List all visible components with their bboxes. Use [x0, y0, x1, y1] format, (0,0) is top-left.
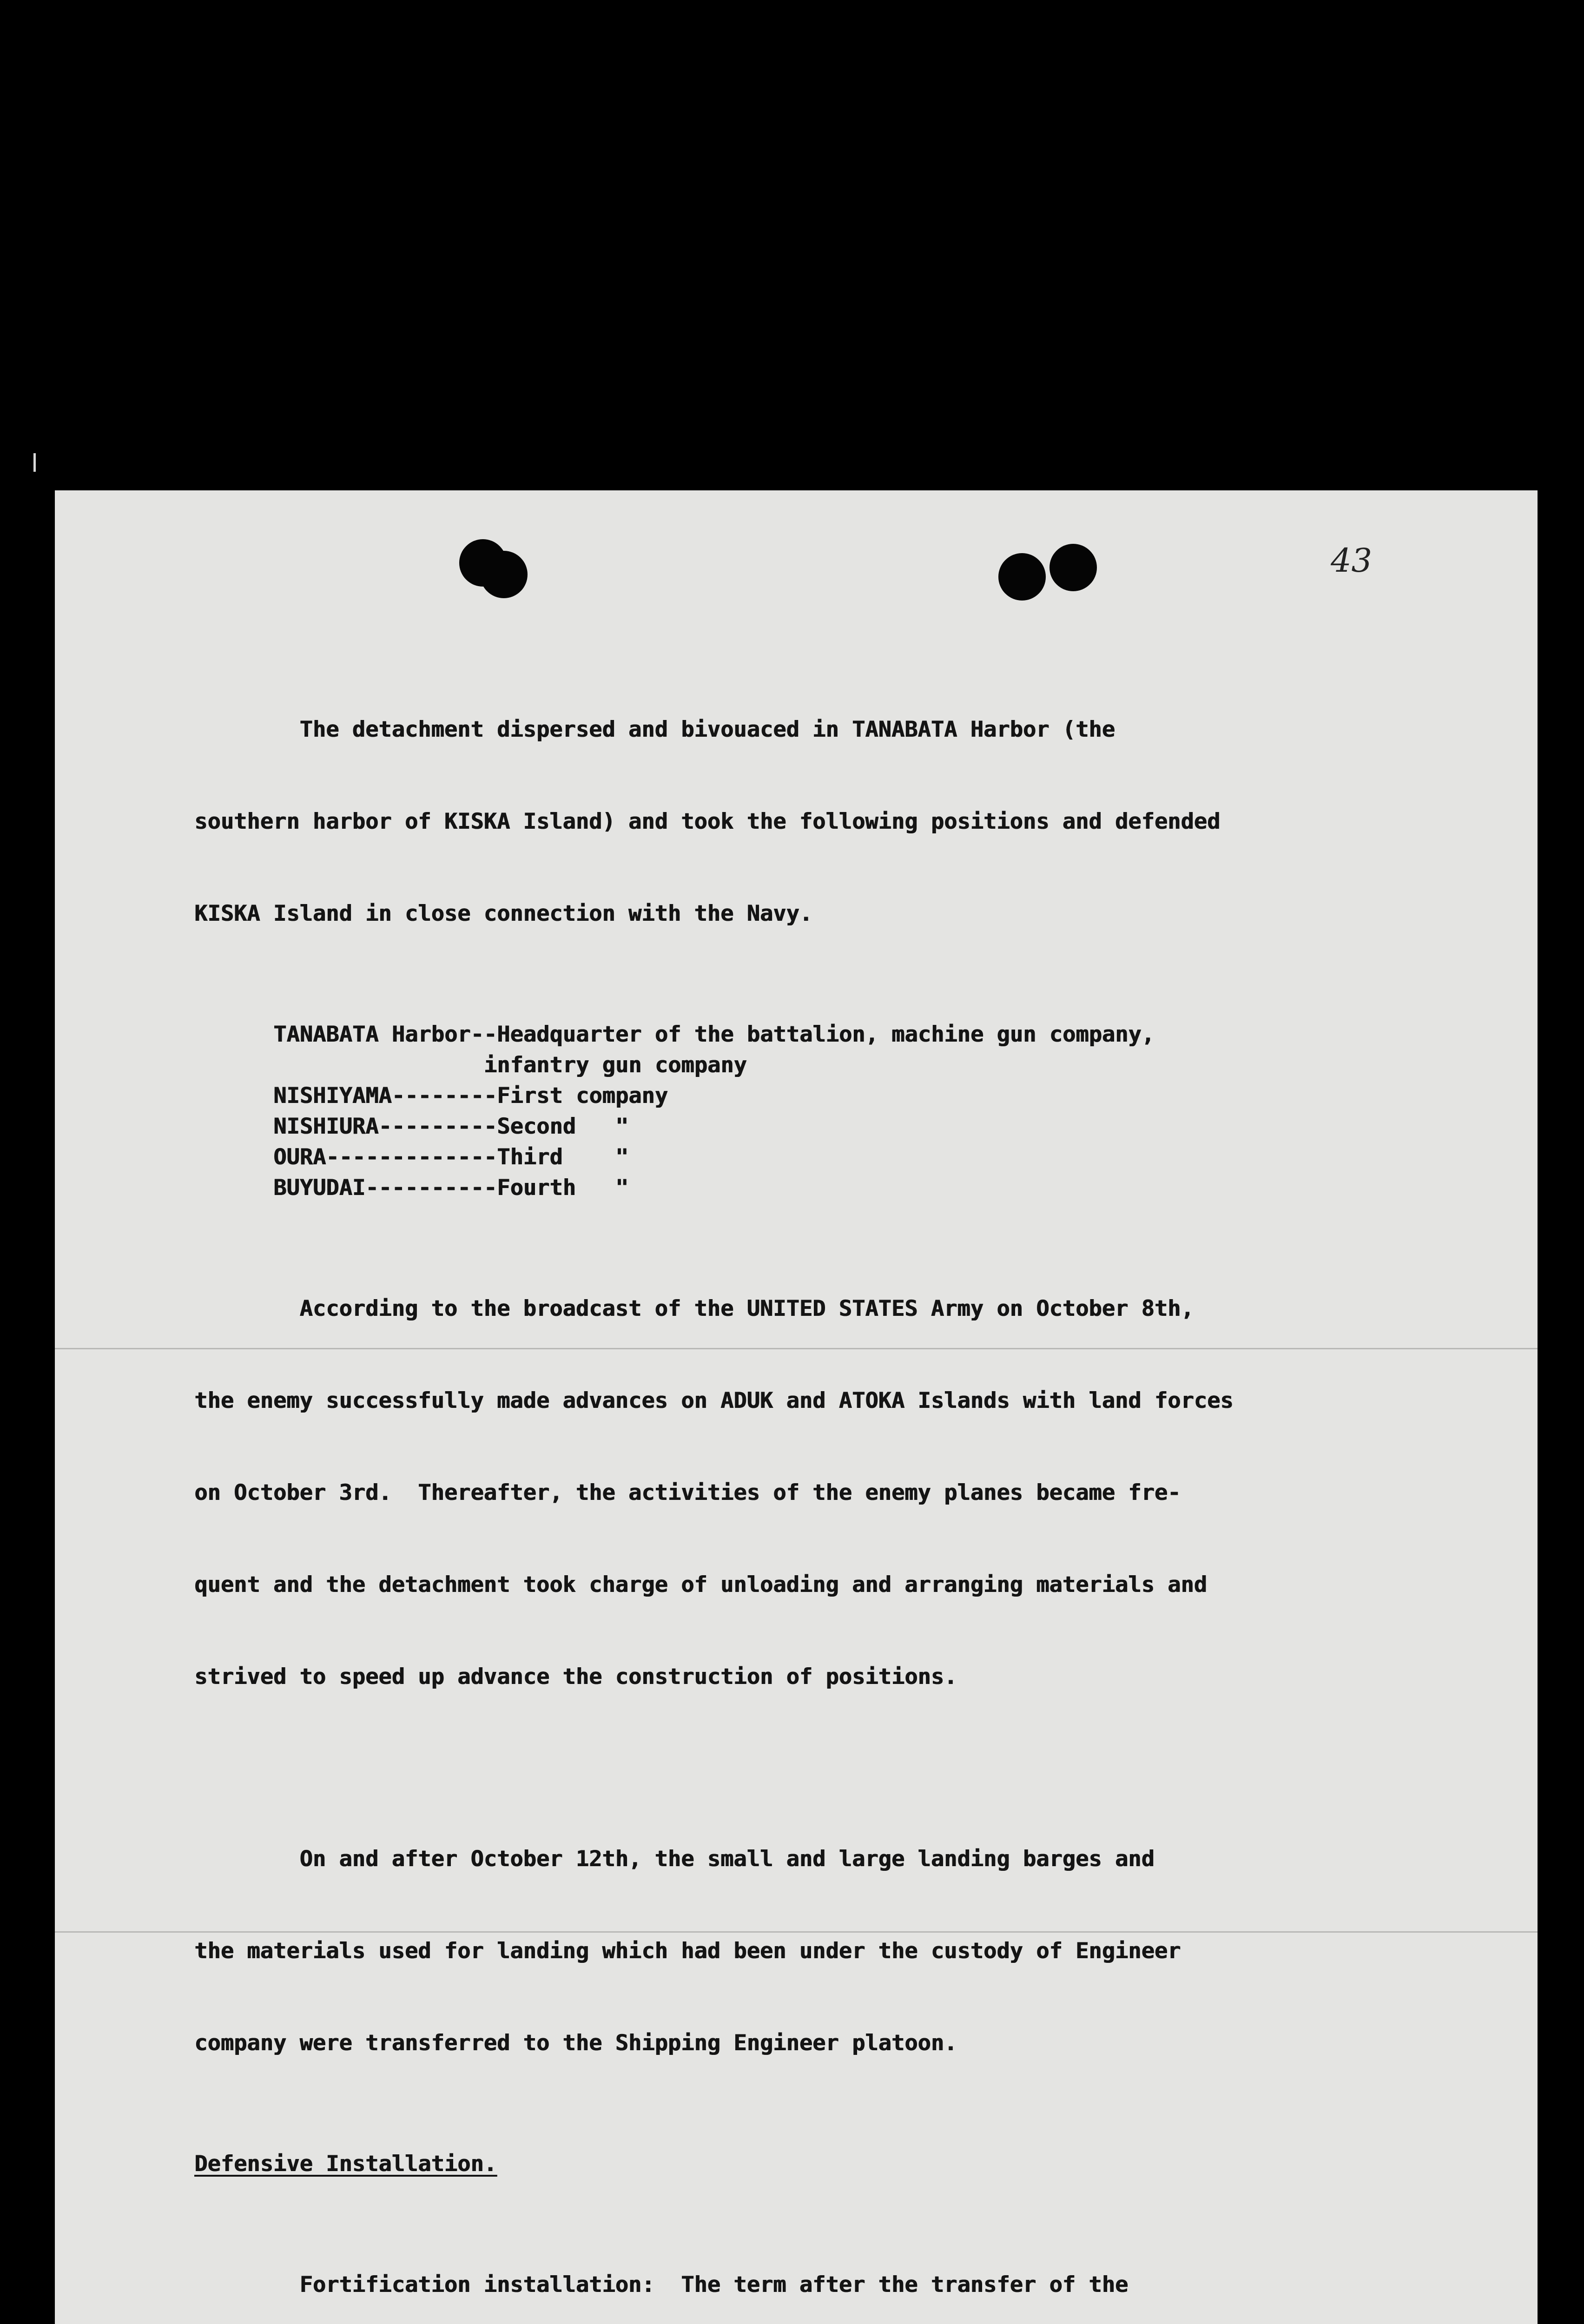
page-number: 43	[1331, 541, 1373, 580]
text-line: On and after October 12th, the small and large landing barges and	[194, 1846, 1155, 1872]
text-line: strived to speed up advance the construction of positions.	[194, 1664, 957, 1690]
position-line: BUYUDAI----------Fourth "	[273, 1175, 629, 1201]
text-line: According to the broadcast of the UNITED STATES Army on October 8th,	[194, 1296, 1194, 1321]
text-line: the materials used for landing which had been under the custody of Engineer	[194, 1938, 1181, 1964]
barges-paragraph	[194, 1783, 1505, 2120]
document-body	[194, 653, 1505, 2324]
section-heading-defensive: Defensive Installation.	[194, 2151, 497, 2177]
punch-hole	[480, 551, 528, 598]
punch-hole	[1049, 544, 1097, 591]
intro-paragraph	[194, 653, 1505, 990]
position-line: NISHIURA---------Second "	[273, 1114, 629, 1139]
text-line: the enemy successfully made advances on ADUK and ATOKA Islands with land forces	[194, 1388, 1234, 1413]
text-line: southern harbor of KISKA Island) and took the following positions and defended	[194, 809, 1221, 834]
position-line: infantry gun company	[273, 1052, 747, 1078]
text-line: on October 3rd. Thereafter, the activities of the enemy planes became fre-	[194, 1480, 1181, 1505]
document-page	[55, 490, 1538, 2324]
position-line: OURA-------------Third "	[273, 1144, 629, 1170]
text-line: The detachment dispersed and bivouaced in TANABATA Harbor (the	[194, 717, 1115, 742]
broadcast-paragraph	[194, 1232, 1505, 1754]
positions-list	[273, 1019, 1505, 1203]
punch-hole	[998, 553, 1046, 601]
position-line: NISHIYAMA--------First company	[273, 1083, 668, 1109]
text-line: Fortification installation: The term after the transfer of the	[194, 2272, 1129, 2298]
position-line: TANABATA Harbor--Headquarter of the battalion, machine gun company,	[273, 1022, 1155, 1047]
text-line: KISKA Island in close connection with the Navy.	[194, 901, 812, 926]
text-line: company were transferred to the Shipping Engineer platoon.	[194, 2030, 957, 2056]
fortification-paragraph	[194, 2208, 1505, 2324]
film-edge-mark	[33, 453, 36, 472]
text-line: quent and the detachment took charge of unloading and arranging materials and	[194, 1572, 1207, 1598]
